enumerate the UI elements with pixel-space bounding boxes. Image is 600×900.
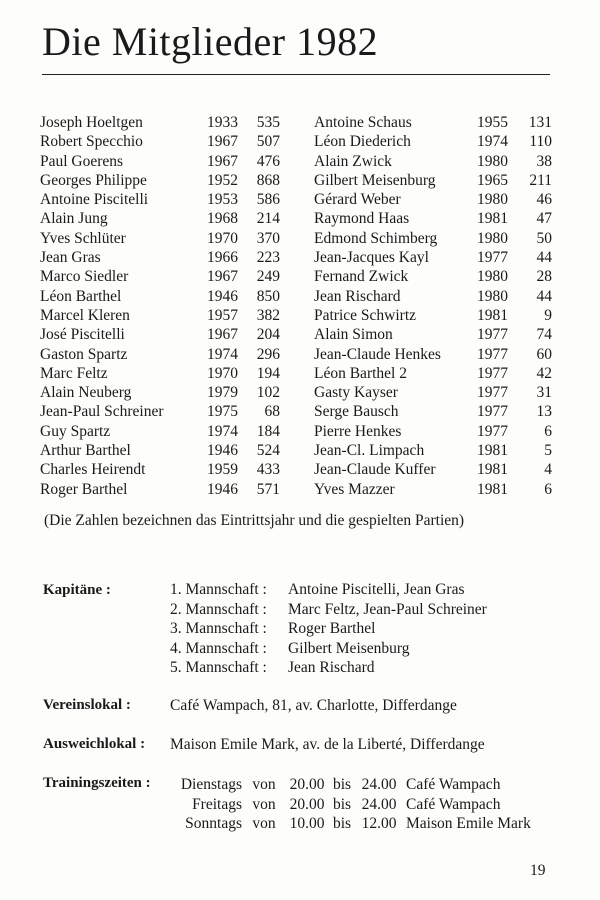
member-entry-year: 1980 xyxy=(477,229,508,247)
member-name: Alain Simon xyxy=(314,326,393,344)
member-entry-year: 1955 xyxy=(477,114,508,131)
captain-row xyxy=(170,639,487,659)
member-row xyxy=(40,441,552,460)
member-name: Raymond Haas xyxy=(314,210,410,228)
member-name: Alain Neuberg xyxy=(40,384,132,402)
member-entry-year: 1980 xyxy=(477,268,508,286)
member-entry-year: 1967 xyxy=(207,133,238,151)
member-name: Antoine Schaus xyxy=(314,114,412,131)
member-entry-year: 1981 xyxy=(477,210,508,228)
member-row xyxy=(40,229,552,248)
member-entry-year: 1977 xyxy=(477,364,508,382)
member-row xyxy=(40,422,552,441)
member-name: Gaston Spartz xyxy=(40,345,128,363)
member-name: Marco Siedler xyxy=(40,268,129,286)
member-name: Jean-Paul Schreiner xyxy=(40,403,164,421)
member-entry-year: 1980 xyxy=(477,287,508,305)
training-place: Café Wampach xyxy=(406,776,501,793)
member-name: Léon Barthel 2 xyxy=(314,364,407,382)
captain-row xyxy=(170,619,487,639)
column-gap xyxy=(280,190,314,209)
column-gap xyxy=(280,132,314,151)
member-entry-year: 1959 xyxy=(207,461,238,479)
member-name: Antoine Piscitelli xyxy=(40,191,149,209)
training-list xyxy=(170,775,531,834)
member-entry-year: 1974 xyxy=(207,422,238,440)
member-games-played: 211 xyxy=(529,171,552,189)
member-games-played: 38 xyxy=(536,152,552,170)
member-games-played: 68 xyxy=(264,403,280,421)
column-gap xyxy=(280,209,314,228)
column-gap xyxy=(280,287,314,306)
column-gap xyxy=(280,171,314,190)
column-gap xyxy=(280,460,314,479)
member-games-played: 46 xyxy=(536,191,552,209)
member-row xyxy=(40,480,552,499)
training-bis: bis xyxy=(332,815,352,832)
member-games-played: 868 xyxy=(256,171,280,189)
member-games-played: 131 xyxy=(528,114,552,131)
member-row xyxy=(40,171,552,190)
column-gap xyxy=(280,306,314,325)
member-name: Jean-Jacques Kayl xyxy=(314,249,429,267)
captain-row xyxy=(170,658,487,678)
member-games-played: 5 xyxy=(544,442,552,460)
member-games-played: 223 xyxy=(256,249,280,267)
page-number: 19 xyxy=(530,862,546,879)
member-games-played: 535 xyxy=(256,114,280,131)
member-entry-year: 1979 xyxy=(207,384,238,402)
training-bis: bis xyxy=(332,776,352,793)
member-entry-year: 1974 xyxy=(477,133,508,151)
member-row xyxy=(40,209,552,228)
member-name: Jean-Claude Kuffer xyxy=(314,461,436,479)
member-name: Léon Barthel xyxy=(40,287,122,305)
member-name: Paul Goerens xyxy=(40,152,124,170)
member-entry-year: 1966 xyxy=(207,249,238,267)
member-row xyxy=(40,267,552,286)
training-von: von xyxy=(252,776,276,793)
members-table-body xyxy=(40,113,552,499)
member-games-played: 102 xyxy=(256,384,280,402)
training-day: Dienstags xyxy=(180,776,242,793)
alt-venue-label: Ausweichlokal : xyxy=(43,736,146,752)
member-name: Marcel Kleren xyxy=(40,306,130,324)
member-name: Roger Barthel xyxy=(40,480,128,498)
member-entry-year: 1965 xyxy=(477,171,508,189)
member-name: Yves Schlüter xyxy=(40,229,126,247)
member-row xyxy=(40,345,552,364)
member-entry-year: 1980 xyxy=(477,152,508,170)
member-name: Arthur Barthel xyxy=(40,442,131,460)
member-games-played: 42 xyxy=(536,364,552,382)
training-start: 20.00 xyxy=(289,795,325,813)
member-entry-year: 1977 xyxy=(477,422,508,440)
venue-label: Vereinslokal : xyxy=(43,697,131,713)
training-end: 24.00 xyxy=(361,795,397,813)
member-entry-year: 1952 xyxy=(207,171,238,189)
member-games-played: 571 xyxy=(256,480,280,498)
member-games-played: 214 xyxy=(256,210,280,228)
training-row xyxy=(170,795,531,815)
member-games-played: 850 xyxy=(256,287,280,305)
captain-names: Antoine Piscitelli, Jean Gras xyxy=(288,581,465,598)
captains-list xyxy=(170,580,487,678)
member-games-played: 47 xyxy=(536,210,552,228)
member-name: Guy Spartz xyxy=(40,422,111,440)
member-entry-year: 1980 xyxy=(477,191,508,209)
member-name: Gasty Kayser xyxy=(314,384,398,402)
members-table xyxy=(40,113,552,499)
member-games-played: 60 xyxy=(536,345,552,363)
member-name: Serge Bausch xyxy=(314,403,399,421)
training-day: Sonntags xyxy=(185,815,242,832)
member-row xyxy=(40,152,552,171)
captains-label: Kapitäne : xyxy=(43,582,111,598)
member-games-played: 507 xyxy=(256,133,280,151)
member-row xyxy=(40,190,552,209)
alt-venue-value: Maison Emile Mark, av. de la Liberté, Differdange xyxy=(170,736,485,753)
member-row xyxy=(40,287,552,306)
member-name: Jean-Claude Henkes xyxy=(314,345,441,363)
member-row xyxy=(40,364,552,383)
member-name: Marc Feltz xyxy=(40,364,108,382)
member-entry-year: 1953 xyxy=(207,191,238,209)
column-gap xyxy=(280,248,314,267)
captain-team: 4. Mannschaft : xyxy=(170,639,267,657)
captain-names: Roger Barthel xyxy=(288,620,376,637)
member-games-played: 586 xyxy=(256,191,280,209)
member-name: Patrice Schwirtz xyxy=(314,306,417,324)
member-name: Gilbert Meisenburg xyxy=(314,171,436,189)
column-gap xyxy=(280,480,314,499)
member-row xyxy=(40,383,552,402)
training-bis: bis xyxy=(332,795,352,813)
member-row xyxy=(40,325,552,344)
member-entry-year: 1967 xyxy=(207,326,238,344)
column-gap xyxy=(280,422,314,441)
member-entry-year: 1977 xyxy=(477,384,508,402)
member-entry-year: 1946 xyxy=(207,442,238,460)
member-entry-year: 1974 xyxy=(207,345,238,363)
training-place: Maison Emile Mark xyxy=(406,815,531,832)
member-entry-year: 1970 xyxy=(207,364,238,382)
member-name: Léon Diederich xyxy=(314,133,411,151)
member-entry-year: 1970 xyxy=(207,229,238,247)
member-entry-year: 1975 xyxy=(207,403,238,421)
member-name: Jean Rischard xyxy=(314,287,401,305)
member-games-played: 28 xyxy=(536,268,552,286)
member-games-played: 44 xyxy=(536,287,552,305)
member-name: Alain Zwick xyxy=(314,152,392,170)
member-name: Charles Heirendt xyxy=(40,461,146,479)
member-name: Joseph Hoeltgen xyxy=(40,114,143,131)
member-entry-year: 1957 xyxy=(207,306,238,324)
training-row xyxy=(170,814,531,834)
training-start: 20.00 xyxy=(289,776,325,793)
member-entry-year: 1977 xyxy=(477,403,508,421)
member-entry-year: 1977 xyxy=(477,345,508,363)
member-name: Robert Specchio xyxy=(40,133,143,151)
member-entry-year: 1946 xyxy=(207,480,238,498)
captain-team: 5. Mannschaft : xyxy=(170,659,267,676)
member-name: Alain Jung xyxy=(40,210,108,228)
member-games-played: 524 xyxy=(256,442,280,460)
member-games-played: 110 xyxy=(529,133,552,151)
member-row xyxy=(40,402,552,421)
captain-row xyxy=(170,580,487,600)
member-games-played: 31 xyxy=(536,384,552,402)
member-name: Gérard Weber xyxy=(314,191,401,209)
training-von: von xyxy=(252,815,276,832)
member-name: Jean Gras xyxy=(40,249,101,267)
member-entry-year: 1981 xyxy=(477,461,508,479)
training-place: Café Wampach xyxy=(406,795,501,813)
captain-row xyxy=(170,600,487,620)
captain-team: 3. Mannschaft : xyxy=(170,620,267,637)
title-rule xyxy=(42,74,550,75)
table-note: (Die Zahlen bezeichnen das Eintrittsjahr und die gespielten Partien) xyxy=(44,512,465,529)
member-name: Pierre Henkes xyxy=(314,422,402,440)
training-end: 12.00 xyxy=(361,815,397,832)
column-gap xyxy=(280,267,314,286)
member-entry-year: 1933 xyxy=(207,114,238,131)
training-start: 10.00 xyxy=(289,815,325,832)
member-games-played: 184 xyxy=(256,422,280,440)
training-row xyxy=(170,775,531,795)
column-gap xyxy=(280,113,314,132)
member-row xyxy=(40,248,552,267)
member-row xyxy=(40,132,552,151)
training-end: 24.00 xyxy=(361,776,397,793)
column-gap xyxy=(280,364,314,383)
member-entry-year: 1981 xyxy=(477,480,508,498)
captain-team: 1. Mannschaft : xyxy=(170,581,267,598)
member-entry-year: 1946 xyxy=(207,287,238,305)
column-gap xyxy=(280,383,314,402)
member-row xyxy=(40,113,552,132)
member-row xyxy=(40,306,552,325)
member-games-played: 6 xyxy=(544,422,552,440)
venue-value: Café Wampach, 81, av. Charlotte, Differdange xyxy=(170,697,457,714)
column-gap xyxy=(280,229,314,248)
training-label: Trainingszeiten : xyxy=(43,775,151,791)
member-name: Yves Mazzer xyxy=(314,480,395,498)
column-gap xyxy=(280,402,314,421)
member-name: Fernand Zwick xyxy=(314,268,409,286)
member-games-played: 13 xyxy=(536,403,552,421)
member-games-played: 4 xyxy=(544,461,552,479)
captain-team: 2. Mannschaft : xyxy=(170,600,267,618)
member-games-played: 382 xyxy=(256,306,280,324)
member-games-played: 204 xyxy=(256,326,280,344)
member-entry-year: 1977 xyxy=(477,249,508,267)
member-games-played: 296 xyxy=(256,345,280,363)
column-gap xyxy=(280,325,314,344)
member-games-played: 249 xyxy=(256,268,280,286)
column-gap xyxy=(280,152,314,171)
member-games-played: 50 xyxy=(536,229,552,247)
page-title: Die Mitglieder 1982 xyxy=(42,19,379,64)
column-gap xyxy=(280,345,314,364)
member-games-played: 6 xyxy=(544,480,552,498)
member-games-played: 370 xyxy=(256,229,280,247)
captain-names: Gilbert Meisenburg xyxy=(288,639,410,657)
member-games-played: 44 xyxy=(536,249,552,267)
column-gap xyxy=(280,441,314,460)
member-games-played: 74 xyxy=(536,326,552,344)
member-entry-year: 1977 xyxy=(477,326,508,344)
member-games-played: 476 xyxy=(256,152,280,170)
member-entry-year: 1968 xyxy=(207,210,238,228)
member-name: Edmond Schimberg xyxy=(314,229,438,247)
member-name: Jean-Cl. Limpach xyxy=(314,442,425,460)
member-name: Georges Philippe xyxy=(40,171,147,189)
captain-names: Marc Feltz, Jean-Paul Schreiner xyxy=(288,600,487,618)
member-row xyxy=(40,460,552,479)
member-entry-year: 1981 xyxy=(477,306,508,324)
member-entry-year: 1967 xyxy=(207,268,238,286)
training-day: Freitags xyxy=(192,795,242,813)
member-games-played: 433 xyxy=(256,461,280,479)
member-games-played: 9 xyxy=(544,306,552,324)
member-entry-year: 1967 xyxy=(207,152,238,170)
member-games-played: 194 xyxy=(256,364,280,382)
member-name: José Piscitelli xyxy=(40,326,125,344)
captain-names: Jean Rischard xyxy=(288,659,375,676)
training-von: von xyxy=(252,795,276,813)
member-entry-year: 1981 xyxy=(477,442,508,460)
